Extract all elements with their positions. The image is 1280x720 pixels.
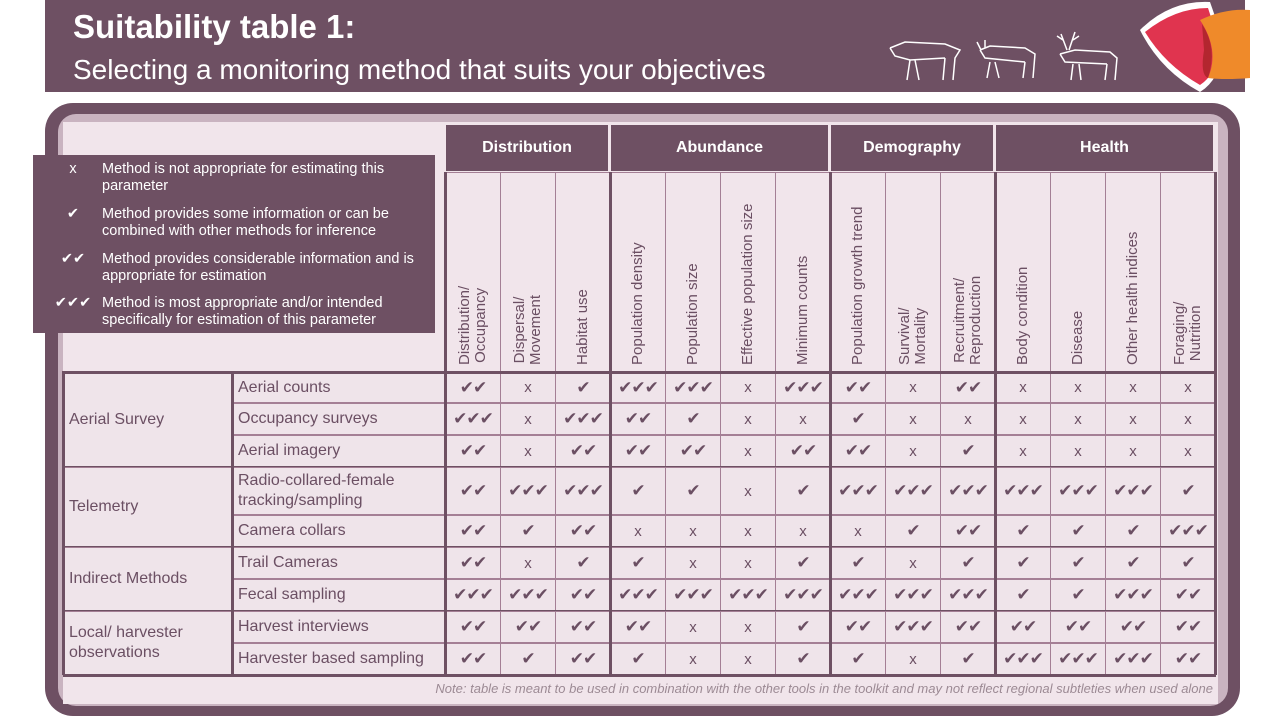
suitability-cell: x [830,515,886,547]
category-divider [63,674,1216,677]
page-title: Suitability table 1: [73,8,356,45]
suitability-cell: x [665,547,721,579]
column-header [1160,172,1216,372]
column-header [665,172,721,372]
suitability-cell: x [720,435,776,467]
suitability-cell: ✔✔ [1160,579,1216,611]
suitability-cell: ✔✔✔ [995,467,1051,515]
suitability-cell: ✔ [555,372,611,403]
suitability-cell: x [500,403,556,435]
group-divider [994,172,997,675]
suitability-cell: ✔ [555,547,611,579]
column-header-label: Other health indices [1124,231,1141,365]
suitability-cell: ✔✔✔ [885,579,941,611]
animal-silhouettes-icon [885,28,1130,84]
column-header [1050,172,1106,372]
suitability-cell: ✔✔ [1105,611,1161,643]
suitability-cell: x [500,547,556,579]
suitability-cell: ✔ [610,547,666,579]
suitability-cell: ✔✔✔ [1050,643,1106,675]
suitability-cell: x [720,547,776,579]
suitability-cell: x [500,372,556,403]
suitability-cell: ✔ [1050,579,1106,611]
legend-symbol: ✔ [66,206,80,222]
suitability-cell: x [1160,403,1216,435]
suitability-cell: ✔✔✔ [720,579,776,611]
method-name: Occupancy surveys [232,403,446,435]
suitability-cell: ✔✔ [445,467,501,515]
suitability-cell: ✔✔ [445,515,501,547]
suitability-cell: ✔✔✔ [1105,467,1161,515]
method-name: Radio-collared-female tracking/sampling [232,467,446,515]
suitability-cell: ✔✔✔ [830,579,886,611]
suitability-cell: x [1160,372,1216,403]
table-note: Note: table is meant to be used in combination with the other tools in the toolkit and may not reflect regional subtleties when used alone [435,681,1213,696]
suitability-cell: x [500,435,556,467]
group-divider [1214,172,1217,675]
suitability-cell: x [1160,435,1216,467]
suitability-cell: ✔✔✔ [995,643,1051,675]
suitability-cell: x [995,372,1051,403]
category-name: Indirect Methods [63,547,233,611]
suitability-cell: ✔ [830,547,886,579]
method-name: Harvester based sampling [232,643,446,675]
suitability-cell: ✔ [1105,547,1161,579]
suitability-cell: ✔✔ [995,611,1051,643]
suitability-cell: x [885,372,941,403]
suitability-cell: ✔ [1105,515,1161,547]
suitability-cell: ✔ [665,467,721,515]
suitability-cell: ✔✔✔ [775,372,831,403]
suitability-cell: ✔✔ [445,611,501,643]
column-header-label: Foraging/ Nutrition [1171,301,1204,365]
suitability-cell: ✔✔ [830,611,886,643]
suitability-cell: ✔✔✔ [665,579,721,611]
category-name: Local/ harvester observations [63,611,233,675]
group-header-abundance: Abundance [611,125,828,171]
group-header-health: Health [996,125,1213,171]
suitability-cell: x [610,515,666,547]
column-header [555,172,611,372]
legend-symbol: ✔✔✔ [54,295,92,311]
suitability-cell: ✔ [610,467,666,515]
suitability-cell: ✔ [995,547,1051,579]
suitability-cell: ✔✔ [555,515,611,547]
category-name: Telemetry [63,467,233,547]
suitability-cell: ✔ [500,515,556,547]
suitability-cell: ✔✔✔ [940,467,996,515]
suitability-cell: ✔ [1160,547,1216,579]
column-header-label: Effective population size [739,203,756,365]
column-header [720,172,776,372]
suitability-cell: x [885,547,941,579]
suitability-cell: x [775,515,831,547]
column-header [885,172,941,372]
suitability-cell: ✔ [940,547,996,579]
column-header-label: Body condition [1014,266,1031,365]
suitability-cell: ✔✔✔ [665,372,721,403]
suitability-cell: x [1050,372,1106,403]
suitability-cell: ✔ [775,611,831,643]
category-name: Aerial Survey [63,372,233,467]
suitability-cell: ✔✔✔ [500,467,556,515]
suitability-cell: ✔ [830,403,886,435]
method-name: Camera collars [232,515,446,547]
legend-symbol: ✔✔ [60,251,86,267]
column-header-label: Distribution/ Occupancy [456,285,489,365]
table-top-border [63,371,1216,374]
group-divider [829,172,832,675]
suitability-cell: ✔✔ [1050,611,1106,643]
suitability-cell: ✔✔ [830,435,886,467]
suitability-cell: x [720,403,776,435]
suitability-cell: ✔✔ [610,435,666,467]
suitability-cell: ✔✔ [555,579,611,611]
column-header [830,172,886,372]
suitability-cell: x [720,643,776,675]
suitability-cell: x [1050,435,1106,467]
legend-text: Method provides considerable information and is appropriate for estimation [102,251,414,284]
column-header [500,172,556,372]
column-header [775,172,831,372]
suitability-cell: ✔✔ [830,372,886,403]
group-header-demography: Demography [831,125,993,171]
suitability-cell: ✔ [775,643,831,675]
suitability-cell: x [720,467,776,515]
column-header [1105,172,1161,372]
suitability-cell: ✔✔✔ [445,403,501,435]
column-header [995,172,1051,372]
suitability-cell: ✔✔✔ [940,579,996,611]
suitability-cell: ✔✔ [775,435,831,467]
suitability-cell: ✔✔✔ [1050,467,1106,515]
method-name: Trail Cameras [232,547,446,579]
legend [33,155,435,333]
suitability-cell: ✔✔ [445,643,501,675]
suitability-cell: ✔ [1050,515,1106,547]
logo-icon [1130,0,1280,95]
suitability-cell: ✔✔ [665,435,721,467]
suitability-cell: ✔ [940,435,996,467]
left-border [62,371,65,675]
suitability-cell: x [995,435,1051,467]
suitability-cell: x [1105,372,1161,403]
suitability-cell: ✔ [610,643,666,675]
suitability-cell: ✔✔ [500,611,556,643]
suitability-cell: x [720,611,776,643]
group-divider [609,172,612,675]
column-header-label: Minimum counts [794,255,811,365]
suitability-cell: ✔✔✔ [555,467,611,515]
suitability-cell: x [885,435,941,467]
suitability-cell: x [665,643,721,675]
suitability-cell: ✔✔ [555,611,611,643]
suitability-cell: ✔✔✔ [885,467,941,515]
suitability-cell: ✔✔ [555,643,611,675]
suitability-cell: ✔✔ [445,372,501,403]
suitability-cell: ✔✔✔ [445,579,501,611]
suitability-cell: x [775,403,831,435]
suitability-cell: ✔✔ [610,611,666,643]
suitability-cell: x [720,372,776,403]
suitability-cell: ✔✔✔ [610,579,666,611]
page-subtitle: Selecting a monitoring method that suits your objectives [73,54,766,85]
suitability-cell: ✔✔✔ [775,579,831,611]
legend-text: Method is most appropriate and/or intended specifically for estimation of this parameter [102,295,383,328]
suitability-cell: ✔✔ [445,547,501,579]
column-header-label: Disease [1069,310,1086,365]
suitability-cell: ✔✔✔ [885,611,941,643]
suitability-cell: ✔✔ [445,435,501,467]
method-name: Aerial counts [232,372,446,403]
suitability-cell: x [720,515,776,547]
suitability-cell: ✔✔✔ [610,372,666,403]
suitability-cell: ✔ [665,403,721,435]
group-divider [444,172,447,675]
suitability-cell: ✔ [995,579,1051,611]
suitability-cell: ✔✔ [940,611,996,643]
suitability-cell: ✔✔✔ [555,403,611,435]
column-header [940,172,996,372]
suitability-cell: x [665,515,721,547]
suitability-cell: ✔✔ [555,435,611,467]
suitability-cell: ✔✔✔ [1105,643,1161,675]
method-divider [231,371,234,675]
suitability-cell: x [885,403,941,435]
suitability-cell: ✔✔✔ [1105,579,1161,611]
suitability-cell: x [1105,435,1161,467]
suitability-cell: ✔ [500,643,556,675]
legend-text: Method provides some information or can be combined with other methods for inference [102,206,389,239]
suitability-cell: ✔✔ [940,372,996,403]
method-name: Aerial imagery [232,435,446,467]
legend-symbol: x [69,161,77,177]
suitability-cell: ✔ [885,515,941,547]
suitability-cell: ✔ [995,515,1051,547]
column-header [445,172,501,372]
suitability-cell: x [995,403,1051,435]
column-header-label: Population density [629,242,646,365]
suitability-cell: ✔ [830,643,886,675]
suitability-cell: ✔✔✔ [1160,515,1216,547]
suitability-cell: ✔ [1050,547,1106,579]
suitability-cell: ✔✔ [610,403,666,435]
suitability-cell: x [940,403,996,435]
column-header-label: Population growth trend [849,206,866,365]
column-header [610,172,666,372]
suitability-cell: x [1050,403,1106,435]
group-header-distribution: Distribution [446,125,608,171]
suitability-cell: ✔✔ [1160,611,1216,643]
suitability-cell: x [1105,403,1161,435]
suitability-cell: x [885,643,941,675]
suitability-cell: ✔ [940,643,996,675]
suitability-cell: ✔✔ [940,515,996,547]
suitability-cell: ✔ [775,467,831,515]
column-header-label: Dispersal/ Movement [511,294,544,365]
method-name: Harvest interviews [232,611,446,643]
suitability-cell: ✔✔✔ [830,467,886,515]
column-header-label: Recruitment/ Reproduction [951,275,984,365]
suitability-cell: ✔✔✔ [500,579,556,611]
legend-text: Method is not appropriate for estimating this parameter [102,161,385,194]
column-header-label: Habitat use [574,289,591,365]
suitability-cell: x [665,611,721,643]
method-name: Fecal sampling [232,579,446,611]
column-header-label: Population size [684,263,701,365]
suitability-cell: ✔ [775,547,831,579]
column-header-label: Survival/ Mortality [896,307,929,365]
suitability-cell: ✔ [1160,467,1216,515]
suitability-cell: ✔✔ [1160,643,1216,675]
